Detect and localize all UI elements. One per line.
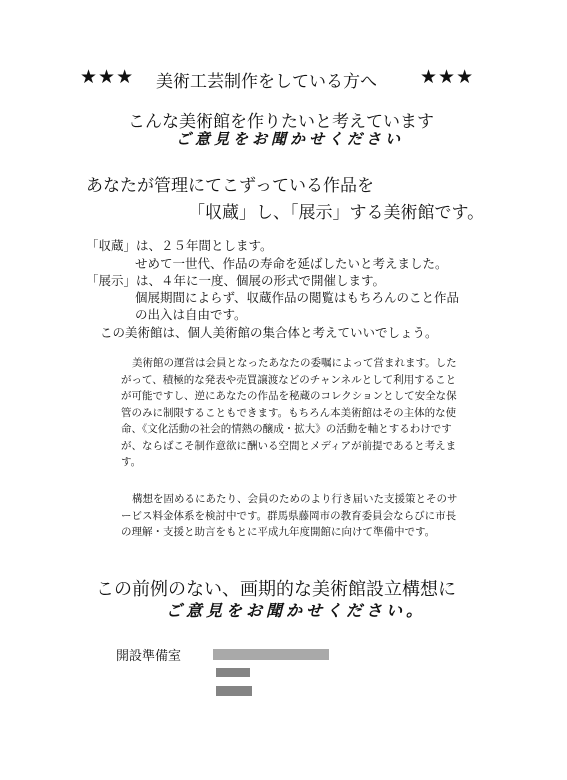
intro-heading: こんな美術館を作りたいと考えています xyxy=(128,112,434,132)
page-title: 美術工芸制作をしている方へ xyxy=(156,72,377,92)
stars-right: ★★★ xyxy=(420,66,475,88)
definition-line: の出入は自由です。 xyxy=(135,307,247,322)
redacted-phone xyxy=(216,668,250,677)
closing-line-1: この前例のない、画期的な美術館設立構想に xyxy=(96,579,456,600)
stars-left: ★★★ xyxy=(80,66,135,88)
closing-request: ご意見をお聞かせください。 xyxy=(166,601,427,620)
paragraph-operation: 美術館の運営は会員となったあなたの委嘱によって営まれます。したがって、積極的な発表や売買譲渡などのチャンネルとして利用することが可能ですし、逆にあなたの作品を秘蔵のコレクションとして安全な保管のみに制限することもできます。もちろん本美術館はその主体的な使命、《文化活動の社会的情熱の醸成・拡大》の活動を軸とするわけですが、ならばこそ制作意欲に酬いる空間とメディアが前提であると考えます。 xyxy=(121,357,457,468)
definition-line: 個展期間によらず、収蔵作品の閲覧はもちろんのこと作品 xyxy=(135,290,460,305)
concept-line-1: あなたが管理にてこずっている作品を xyxy=(86,176,374,196)
redacted-address xyxy=(213,649,329,660)
redacted-fax xyxy=(216,686,252,696)
concept-line-2: 「収蔵」し、「展示」する美術館です。 xyxy=(188,203,485,223)
definition-line: 「展示」は、４年に一度、個展の形式で開催します。 xyxy=(86,273,386,288)
definition-line: せめて一世代、作品の寿命を延ばしたいと考えました。 xyxy=(135,256,448,271)
paragraph-plan: 構想を固めるにあたり、会員のためのより行き届いた支援策とそのサービス料金体系を検討中です。群馬県藤岡市の教育委員会ならびに市長の理解・支援と助言をもとに平成九年度開館に向けて準備中です。 xyxy=(121,493,458,538)
definition-line: この美術館は、個人美術館の集合体と考えていいでしょう。 xyxy=(100,325,438,340)
prep-office-label: 開設準備室 xyxy=(116,649,182,664)
intro-request: ご意見をお聞かせください xyxy=(176,130,405,148)
definition-line: 「収蔵」は、２５年間とします。 xyxy=(86,238,273,253)
